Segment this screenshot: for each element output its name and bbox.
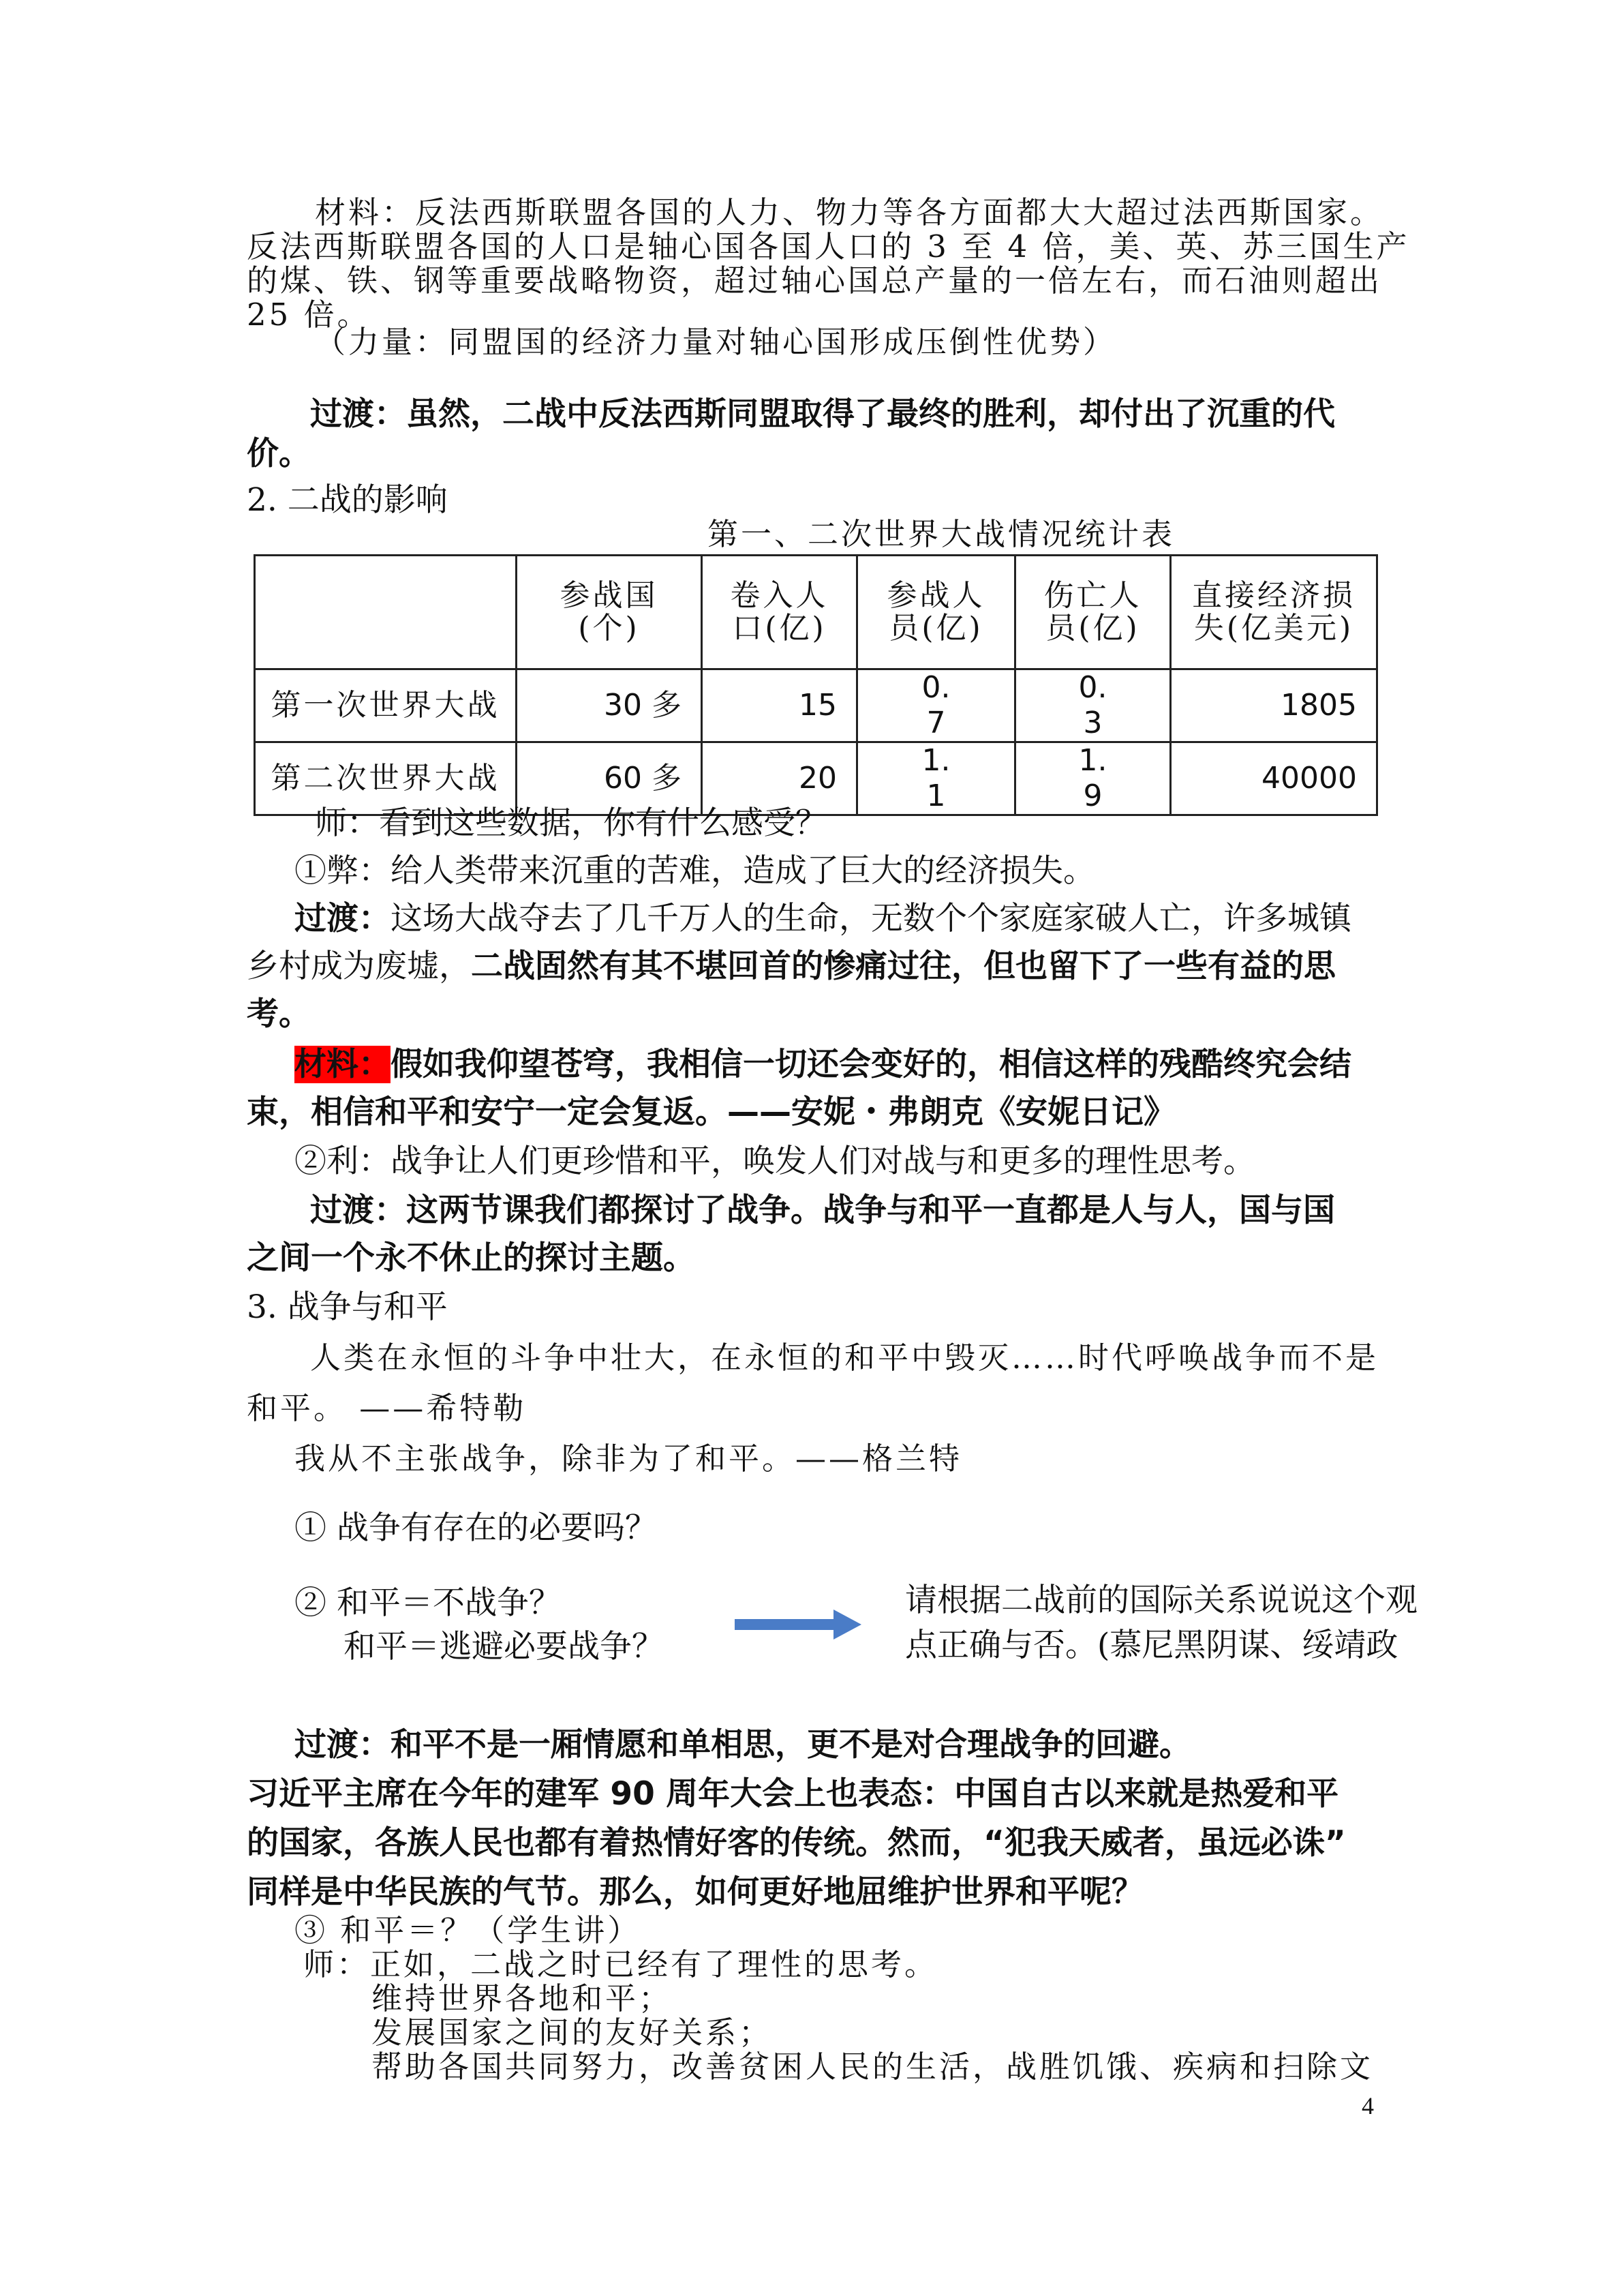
row-soldiers: 0. 7 (857, 669, 1015, 742)
table-header-countries: 参战国 (个) (517, 556, 702, 669)
transition-2-line-1: 过渡：这场大战夺去了几千万人的生命，无数个个家庭家破人亡，许多城镇 (294, 900, 1351, 937)
table-header-soldiers: 参战人 员(亿) (857, 556, 1015, 669)
point-disadvantage: ①弊：给人类带来沉重的苦难，造成了巨大的经济损失。 (294, 852, 1095, 890)
material-line-1: 材料：反法西斯联盟各国的人力、物力等各方面都大大超过法西斯国家。 (315, 194, 1384, 230)
table-header-row (255, 556, 1377, 669)
arrow-right-icon (735, 1604, 864, 1645)
transition-4-line-3: 的国家，各族人民也都有着热情好客的传统。然而，“犯我天威者，虽远必诛” (247, 1824, 1346, 1862)
transition-4-line-4: 同样是中华民族的气节。那么，如何更好地屈维护世界和平呢？ (247, 1873, 1144, 1911)
row-casualties: 1. 9 (1015, 742, 1171, 815)
transition-1-line-2: 价。 (247, 435, 311, 472)
table-header-empty (255, 556, 517, 669)
section-heading-2: 2. 二战的影响 (247, 481, 448, 519)
side-note-box (905, 1580, 1450, 1682)
teacher-answer-line-2: 维持世界各地和平； (371, 1980, 673, 2016)
material-2-line-1: 材料：假如我仰望苍穹，我相信一切还会变好的，相信这样的残酷终究会结 (294, 1046, 1351, 1083)
row-name: 第二次世界大战 (255, 742, 517, 815)
table-header-casualties: 伤亡人 员(亿) (1015, 556, 1171, 669)
material-highlight-label: 材料： (294, 1046, 391, 1083)
material-note: （力量：同盟国的经济力量对轴心国形成压倒性优势） (315, 324, 1117, 360)
section-heading-3: 3. 战争与和平 (247, 1288, 448, 1326)
table-header-population: 卷入人 口(亿) (702, 556, 857, 669)
question-1: ① 战争有存在的必要吗？ (294, 1509, 657, 1547)
row-name: 第一次世界大战 (255, 669, 517, 742)
quote-grant: 我从不主张战争，除非为了和平。——格兰特 (294, 1440, 963, 1477)
transition-3-line-2: 之间一个永不休止的探讨主题。 (247, 1239, 695, 1277)
teacher-answer-line-1: 师：正如，二战之时已经有了理性的思考。 (303, 1946, 938, 1982)
material-line-2: 反法西斯联盟各国的人口是轴心国各国人口的 3 至 4 倍，美、英、苏三国生产 (247, 228, 1410, 265)
question-3: ③ 和平＝？（学生讲） (294, 1912, 641, 1948)
teacher-answer-line-3: 发展国家之间的友好关系； (371, 2014, 773, 2051)
transition-1-line-1: 过渡：虽然，二战中反法西斯同盟取得了最终的胜利，却付出了沉重的代 (310, 395, 1335, 433)
transition-3-line-1: 过渡：这两节课我们都探讨了战争。战争与和平一直都是人与人，国与国 (310, 1192, 1335, 1229)
row-countries: 30 多 (517, 669, 702, 742)
teacher-question: 师：看到这些数据，你有什么感受？ (315, 804, 827, 842)
row-population: 15 (702, 669, 857, 742)
page-number: 4 (1362, 2092, 1374, 2119)
side-note-line-1: 请根据二战前的国际关系说说这个观 (905, 1582, 1418, 1619)
row-soldiers: 1. 1 (857, 742, 1015, 815)
table-caption: 第一、二次世界大战情况统计表 (707, 516, 1176, 552)
material-line-3: 的煤、铁、钢等重要战略物资，超过轴心国总产量的一倍左右，而石油则超出 (247, 262, 1383, 299)
transition-2-line-3: 考。 (247, 995, 311, 1033)
transition-2-line-2: 乡村成为废墟，二战固然有其不堪回首的惨痛过往，但也留下了一些有益的思 (247, 948, 1336, 985)
transition-4-line-1: 过渡：和平不是一厢情愿和单相思，更不是对合理战争的回避。 (294, 1726, 1191, 1764)
row-population: 20 (702, 742, 857, 815)
question-2-line-1: ② 和平＝不战争？ (294, 1584, 561, 1622)
point-advantage: ②利：战争让人们更珍惜和平，唤发人们对战与和更多的理性思考。 (294, 1143, 1255, 1180)
table-header-loss: 直接经济损 失(亿美元) (1171, 556, 1377, 669)
transition-4-line-2: 习近平主席在今年的建军 90 周年大会上也表态：中国自古以来就是热爱和平 (247, 1775, 1339, 1813)
row-loss: 1805 (1171, 669, 1377, 742)
war-stats-table (254, 554, 1378, 816)
teacher-answer-line-4: 帮助各国共同努力，改善贫困人民的生活，战胜饥饿、疾病和扫除文 (371, 2049, 1374, 2085)
question-2-line-2: 和平＝逃避必要战争？ (343, 1628, 664, 1665)
row-casualties: 0. 3 (1015, 669, 1171, 742)
material-line-4: 25 倍。 (247, 297, 371, 333)
quote-hitler-line-2: 和平。 ——希特勒 (247, 1390, 527, 1426)
material-2-line-2: 束，相信和平和安宁一定会复返。——安妮・弗朗克《安妮日记》 (247, 1093, 1176, 1131)
quote-hitler-line-1: 人类在永恒的斗争中壮大，在永恒的和平中毁灭……时代呼唤战争而不是 (310, 1340, 1379, 1376)
side-note-line-2: 点正确与否。(慕尼黑阴谋、绥靖政 (905, 1627, 1398, 1664)
row-countries: 60 多 (517, 742, 702, 815)
table-row (255, 669, 1377, 742)
row-loss: 40000 (1171, 742, 1377, 815)
